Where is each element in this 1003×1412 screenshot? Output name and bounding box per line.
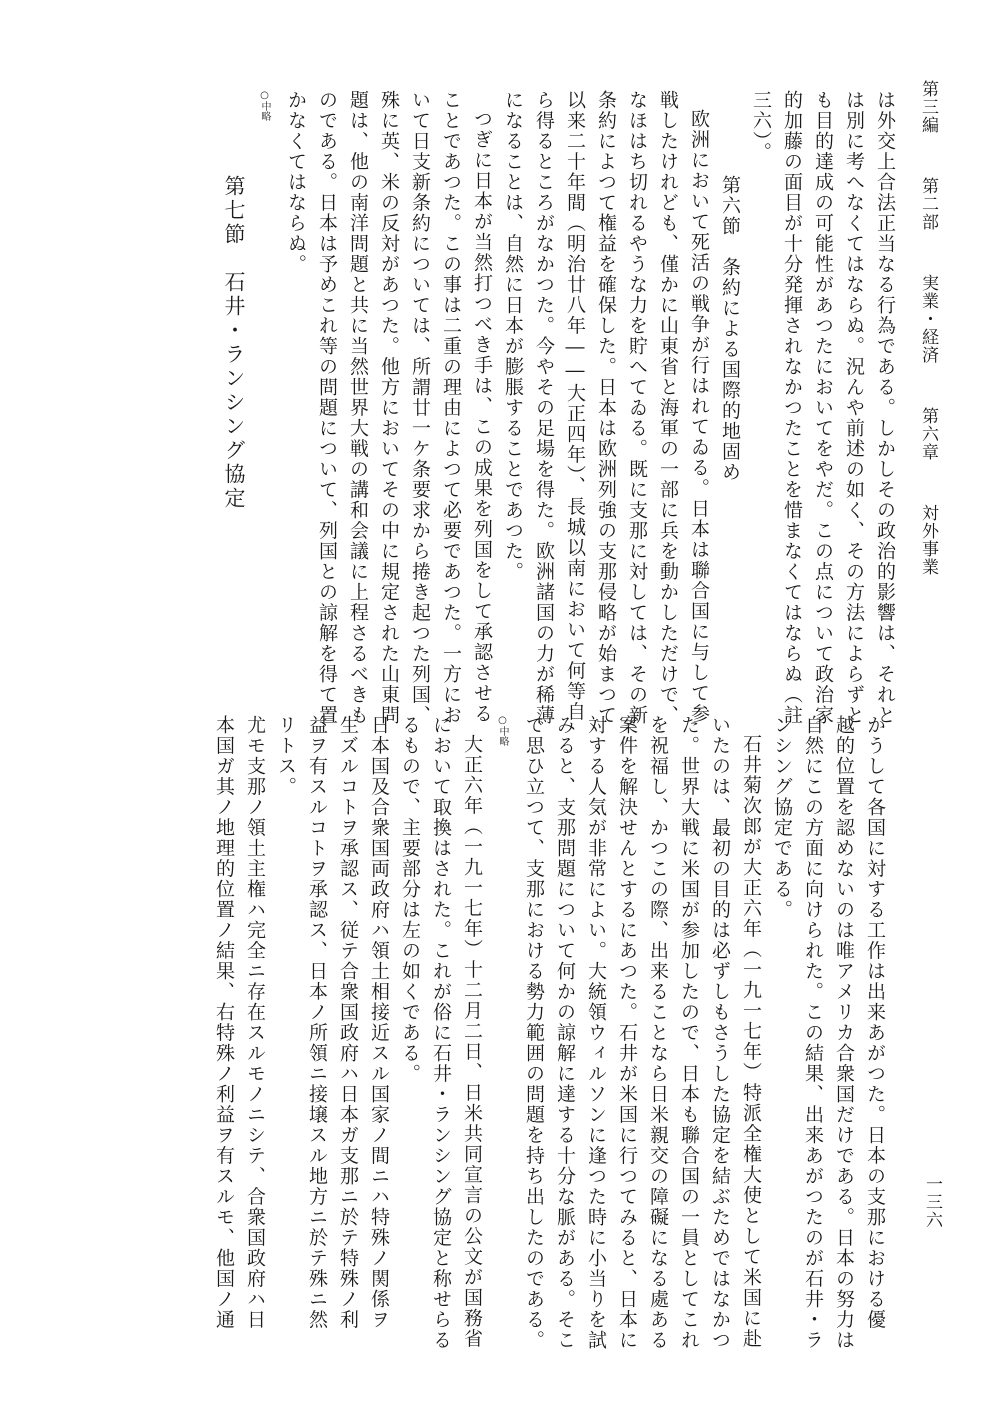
text-line: は外交上合法正当なる行為である。しかしその政治的影響は、それと	[874, 90, 896, 726]
text-line: 対する人気が非常によい。大統領ウィルソンに逢つた時に小当りを試	[585, 715, 607, 1351]
quoted-line: 益ヲ有スルコトヲ承認ス、日本ノ所領ニ接壌スル地方ニ於テ殊ニ然	[306, 715, 328, 1330]
omission-mark: ○中略	[259, 90, 270, 121]
text-line: 自然にこの方面に向けられた。この結果、出来あがつたのが石井・ラ	[802, 715, 824, 1351]
text-line: 石井菊次郎が大正六年（一九一七年）特派全権大使として米国に赴	[740, 734, 762, 1349]
text-line: 越的位置を認めないのは唯アメリカ合衆国だけである。日本の努力は	[833, 715, 855, 1351]
header-chapter: 第六章	[918, 407, 938, 461]
header-section: 第二部	[918, 177, 938, 231]
section-heading: 第七節 石井・ランシング協定	[222, 175, 246, 511]
omission-mark: ○中略	[497, 715, 508, 746]
header-part: 第三編	[918, 80, 938, 134]
header-topic: 実業・経済	[918, 274, 938, 364]
text-line: において取換はされた。これが俗に石井・ランシング協定と称せらる	[430, 715, 452, 1351]
text-line: 戦したけれども、僅かに山東省と海軍の一部に兵を動かしただけで、	[657, 90, 679, 726]
section-heading: 第六節 条約による国際的地固め	[719, 175, 741, 483]
text-line: つぎに日本が当然打つべき手は、この成果を列国をして承認させる	[471, 109, 493, 724]
text-line: になることは、自然に日本が膨脹することであつた。	[502, 90, 524, 582]
text-line: 欧洲において死活の戦争が行はれてゐる。日本は聯合国に与して参	[688, 109, 710, 724]
text-line: を祝福し、かつこの際、出来ることなら日米親交の障礙になる處ある	[647, 715, 669, 1351]
text-line: 題は、他の南洋問題と共に当然世界大戦の講和会議に上程さるべきも	[347, 90, 369, 726]
text-line: ンシング協定である。	[771, 715, 793, 920]
text-line: いたのは、最初の目的は必ずしもさうした協定を結ぶためではなかつ	[709, 715, 731, 1351]
text-line: いて日支新条約については、所謂廿一ケ条要求から捲き起つた列国、	[409, 90, 431, 726]
text-line: た。世界大戦に米国が参加したので、日本も聯合国の一員としてこれ	[678, 715, 700, 1351]
text-line: 以来二十年間（明治廿八年――大正四年）、長城以南において何等自	[564, 90, 586, 722]
text-line: るもので、主要部分は左の如くである。	[399, 715, 421, 1084]
text-line: も目的達成の可能性があつたにおいてをやだ。この点について政治家	[812, 90, 834, 726]
text-line: ことであつた。この事は二重の理由によつて必要であつた。一方にお	[440, 90, 462, 726]
text-line: みると、支那問題について何かの諒解に達する十分な脈がある。そこ	[554, 715, 576, 1351]
quoted-line: 生ズルコトヲ承認ス、従テ合衆国政府ハ日本ガ支那ニ於テ特殊ノ利	[337, 715, 359, 1330]
upper-text-block	[170, 90, 900, 726]
page-number: 一三六	[922, 1175, 942, 1229]
quoted-line: リトス。	[275, 715, 297, 797]
header-chapter-title: 対外事業	[918, 504, 938, 576]
text-line: 三六）。	[750, 90, 772, 163]
text-line: 条約によつて権益を確保した。日本は欧洲列強の支那侵略が始まつて	[595, 90, 617, 726]
text-line: のである。日本は予めこれ等の問題について、列国との諒解を得て置	[316, 90, 338, 726]
lower-text-block	[100, 715, 890, 1351]
text-line: かうして各国に対する工作は出来あがつた。日本の支那における優	[864, 715, 886, 1330]
running-head	[915, 80, 941, 640]
text-line: で思ひ立つて、支那における勢力範囲の問題を持ち出したのである。	[523, 715, 545, 1351]
text-line: ら得るところがなかつた。今やその足場を得た。欧洲諸国の力が稀薄	[533, 90, 555, 726]
text-line: 大正六年（一九一七年）十二月二日、日米共同宣言の公文が国務省	[461, 734, 483, 1349]
text-line: 案件を解決せんとするにあつた。石井が米国に行つてみると、日本に	[616, 715, 638, 1351]
text-line: 的加藤の面目が十分発揮されなかつたことを惜まなくてはならぬ（註	[781, 90, 803, 726]
text-line: なほはち切れるやうな力を貯へてゐる。既に支那に対しては、その新	[626, 90, 648, 726]
quoted-line: 日本国及合衆国両政府ハ領土相接近スル国家ノ間ニハ特殊ノ関係ヲ	[368, 715, 390, 1330]
text-line: かなくてはならぬ。	[285, 90, 307, 275]
text-line: は別に考へなくてはならぬ。況んや前述の如く、その方法によらずと	[843, 90, 865, 726]
quoted-line: 本国ガ其ノ地理的位置ノ結果、右特殊ノ利益ヲ有スルモ、他国ノ通	[213, 715, 235, 1330]
quoted-line: 尤モ支那ノ領土主権ハ完全ニ存在スルモノニシテ、合衆国政府ハ日	[244, 715, 266, 1330]
text-line: 殊に英、米の反対があつた。他方においてその中に規定された山東問	[378, 90, 400, 726]
